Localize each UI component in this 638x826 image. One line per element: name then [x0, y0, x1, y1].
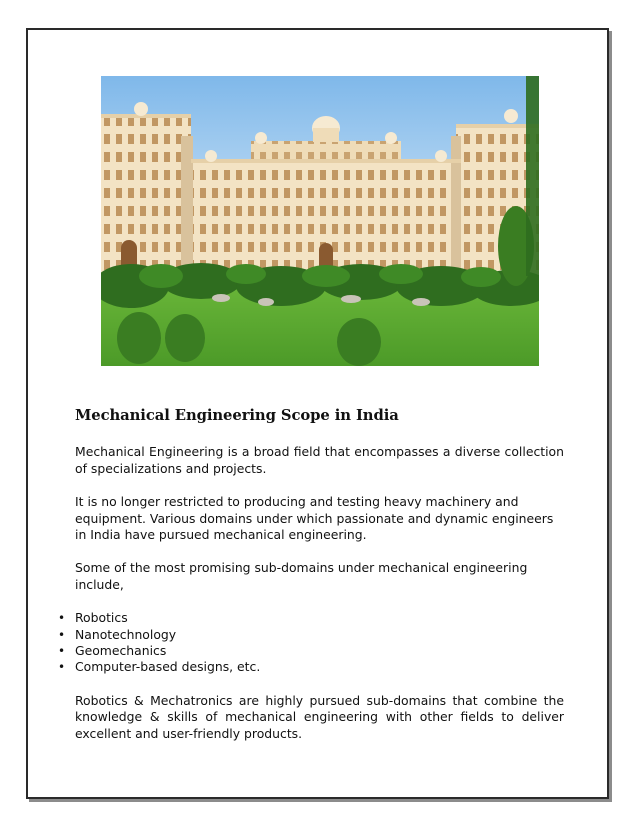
bullet-icon: • — [58, 627, 66, 642]
article-heading: Mechanical Engineering Scope in India — [75, 407, 399, 424]
paragraph-domains: It is no longer restricted to producing and testing heavy machinery and equipment. Various domains under which passionate and dynamic engineers in India have pursued mechanical engineering. — [75, 494, 554, 543]
list-item-text: Geomechanics — [75, 643, 167, 659]
list-item — [58, 610, 564, 626]
list-item — [58, 659, 564, 675]
paragraph-intro: Mechanical Engineering is a broad field that encompasses a diverse collection of specializations and projects. — [75, 444, 564, 476]
list-item-text: Computer-based designs, etc. — [75, 659, 261, 675]
subdomain-list — [58, 610, 564, 676]
bullet-icon: • — [58, 611, 66, 626]
paragraph-subdomains-intro: Some of the most promising sub-domains under mechanical engineering include, — [75, 560, 528, 592]
list-item-text: Robotics — [75, 610, 128, 626]
article-body — [58, 407, 564, 759]
building — [101, 102, 539, 276]
bullet-icon: • — [58, 660, 66, 675]
university-building-photo-icon — [101, 76, 539, 366]
paragraph-robotics: Robotics & Mechatronics are highly pursued sub-domains that combine the knowledge & skills of mechanical engineering with other fields to deliver excellent and user-friendly products. — [75, 692, 564, 741]
university-building-photo — [101, 76, 539, 366]
list-item — [58, 626, 564, 643]
list-item — [58, 643, 564, 659]
list-item-text: Nanotechnology — [75, 626, 177, 642]
bullet-icon: • — [58, 644, 66, 659]
